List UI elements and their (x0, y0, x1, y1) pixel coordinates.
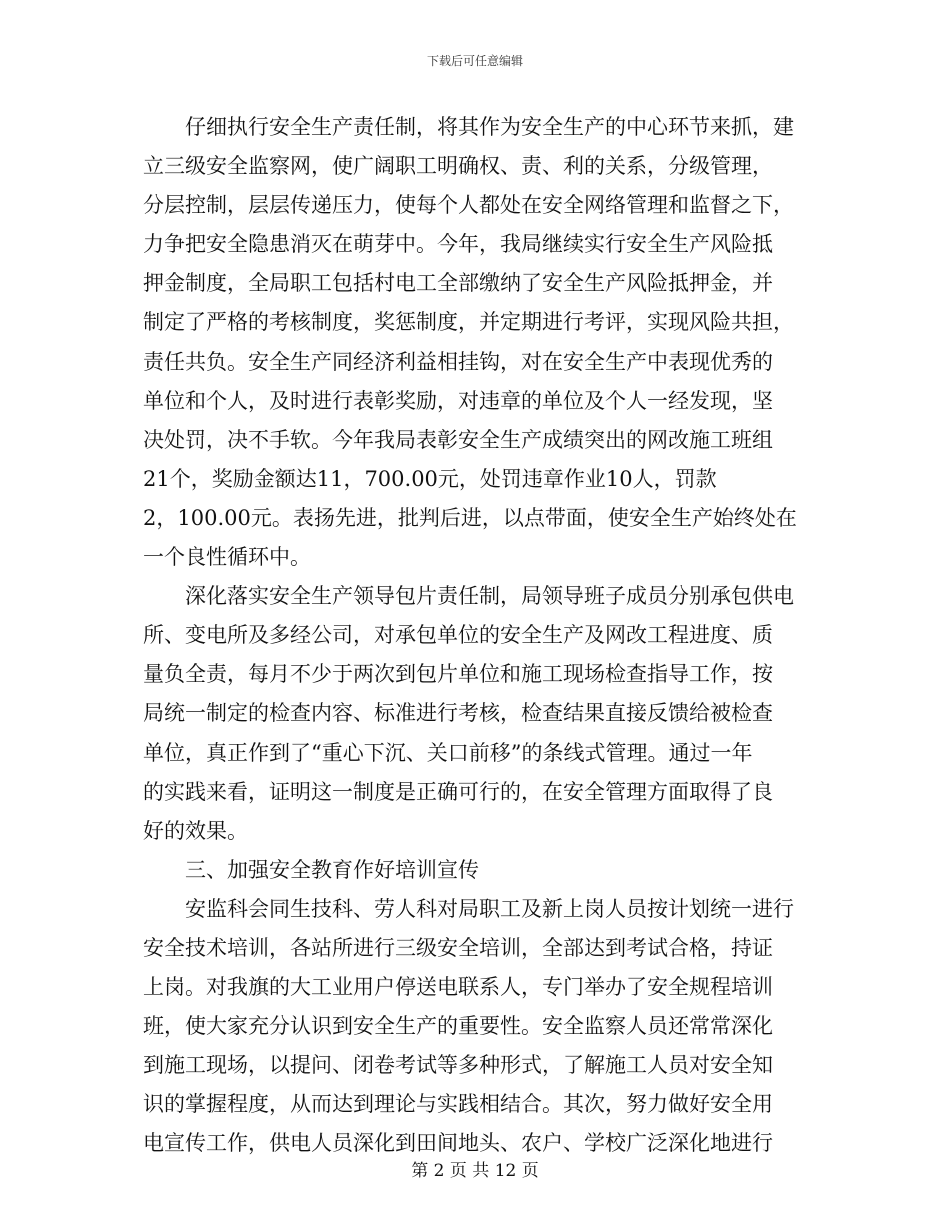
text-line: 力争把安全隐患消灭在萌芽中。今年，我局继续实行安全生产风险抵 (143, 232, 773, 257)
text-line: 局统一制定的检查内容、标准进行考核，检查结果直接反馈给被检查 (143, 701, 773, 726)
text-line: 押金制度，全局职工包括村电工全部缴纳了安全生产风险抵押金，并 (143, 271, 773, 296)
text-line: 单位，真正作到了“重心下沉、关口前移”的条线式管理。通过一年 (143, 740, 753, 765)
text-line: 制定了严格的考核制度，奖惩制度，并定期进行考评，实现风险共担， (143, 310, 794, 335)
text-line: 责任共负。安全生产同经济利益相挂钩，对在安全生产中表现优秀的 (143, 349, 773, 374)
text-line: 决处罚，决不手软。今年我局表彰安全生产成绩突出的网改施工班组 (143, 427, 773, 452)
text-line: 安全技术培训，各站所进行三级安全培训，全部达到考试合格，持证 (143, 935, 773, 960)
document-body (143, 108, 809, 1164)
page-header-note: 下载后可任意编辑 (426, 54, 523, 68)
page-number-footer: 第 2 页 共 12 页 (411, 1161, 539, 1181)
text-line: 好的效果。 (143, 818, 248, 843)
text-line: 电宣传工作，供电人员深化到田间地头、农户、学校广泛深化地进行 (143, 1131, 773, 1156)
text-line: 深化落实安全生产领导包片责任制，局领导班子成员分别承包供电 (143, 584, 794, 609)
text-line: 立三级安全监察网，使广阔职工明确权、责、利的关系，分级管理， (143, 154, 773, 179)
text-line: 安监科会同生技科、劳人科对局职工及新上岗人员按计划统一进行 (143, 896, 794, 921)
text-line: 量负全责，每月不少于两次到包片单位和施工现场检查指导工作，按 (143, 662, 773, 687)
text-line: 上岗。对我旗的大工业用户停送电联系人，专门举办了安全规程培训 (143, 975, 773, 1000)
text-line: 仔细执行安全生产责任制，将其作为安全生产的中心环节来抓，建 (143, 115, 794, 139)
text-line: 一个良性循环中。 (143, 545, 311, 570)
text-line: 班，使大家充分认识到安全生产的重要性。安全监察人员还常常深化 (143, 1014, 773, 1039)
text-line: 识的掌握程度，从而达到理论与实践相结合。其次，努力做好安全用 (143, 1092, 773, 1117)
text-line: 所、变电所及多经公司，对承包单位的安全生产及网改工程进度、质 (143, 623, 773, 648)
text-line: 单位和个人，及时进行表彰奖励，对违章的单位及个人一经发现，坚 (143, 388, 773, 413)
text-line: 2，100.00元。表扬先进，批判后进，以点带面，使安全生产始终处在 (143, 505, 797, 530)
text-line: 分层控制，层层传递压力，使每个人都处在安全网络管理和监督之下， (143, 193, 794, 218)
section-heading: 三、加强安全教育作好培训宣传 (143, 857, 479, 882)
text-line: 的实践来看，证明这一制度是正确可行的，在安全管理方面取得了良 (143, 779, 773, 804)
text-line: 到施工现场，以提问、闭卷考试等多种形式，了解施工人员对安全知 (143, 1053, 773, 1078)
text-line: 21个，奖励金额达11，700.00元，处罚违章作业10人，罚款 (143, 466, 717, 491)
